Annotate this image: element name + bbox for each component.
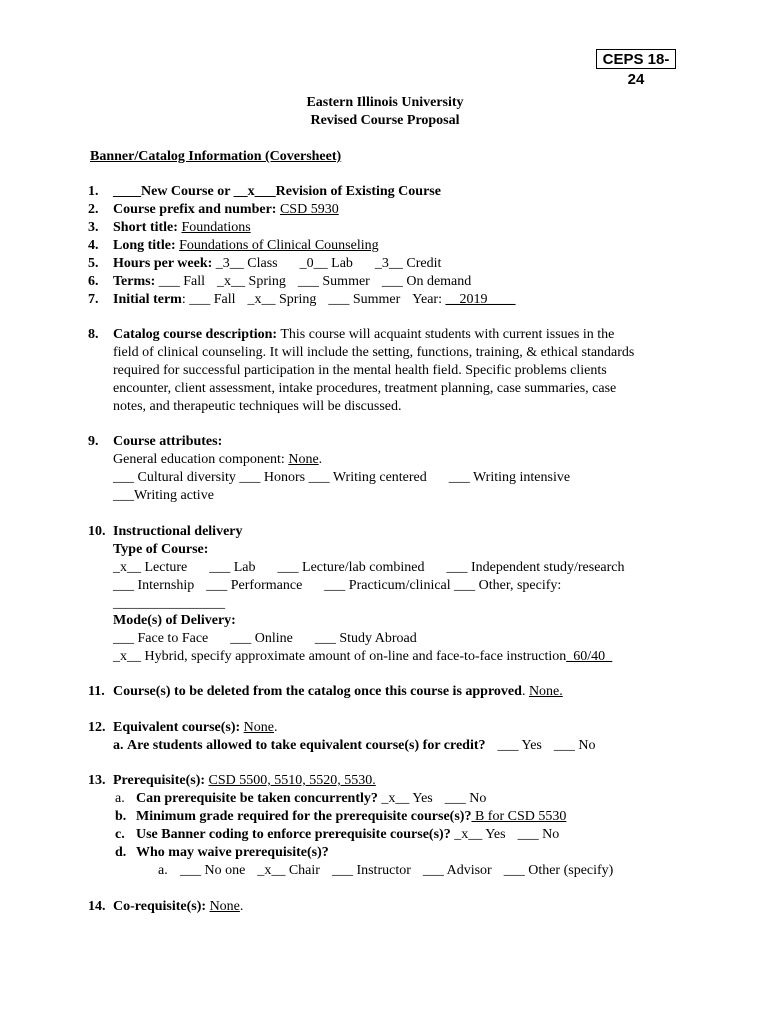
field-value: CSD 5930 xyxy=(279,202,339,217)
term-summer: ___ Summer xyxy=(328,292,401,307)
type-internship: ___ Internship xyxy=(113,578,195,593)
hybrid-value: _60/40_ xyxy=(566,649,613,664)
field-value: Foundations of Clinical Counseling xyxy=(179,238,379,253)
course-type-options-2 xyxy=(113,577,561,595)
course-prefix-line xyxy=(113,201,339,219)
prereq-a-label: a. xyxy=(115,791,125,806)
description-text: notes, and therapeutic techniques will be discussed. xyxy=(113,399,402,414)
term-spring: _x__ Spring xyxy=(217,274,286,289)
field-label: Course prefix and number: xyxy=(113,202,277,217)
mode-study-abroad: ___ Study Abroad xyxy=(314,631,417,646)
waive-a-label: a. xyxy=(158,863,168,878)
item-number: 2. xyxy=(88,202,99,217)
option-yes: ___ Yes xyxy=(497,738,542,753)
terms-line xyxy=(113,273,471,291)
period: . xyxy=(239,899,244,914)
type-lab: ___ Lab xyxy=(209,560,256,575)
prereq-banner-line xyxy=(136,826,559,844)
item-number: 14. xyxy=(88,899,106,914)
year-label: Year: xyxy=(412,292,442,307)
section-heading: Banner/Catalog Information (Coversheet) xyxy=(90,149,342,164)
course-type-options-1 xyxy=(113,559,625,577)
field-label: Prerequisite(s): xyxy=(113,773,206,788)
attr-writing-active: ___Writing active xyxy=(113,488,214,503)
hours-line xyxy=(113,255,441,273)
item-number: 7. xyxy=(88,292,99,307)
hybrid-text: _x__ Hybrid, specify approximate amount of on-line and face-to-face instruction xyxy=(113,649,567,664)
class-hours: _3__ Class xyxy=(215,256,278,271)
item-number: 6. xyxy=(88,274,99,289)
mode-face-to-face: ___ Face to Face xyxy=(113,631,209,646)
attributes-line xyxy=(113,469,570,487)
sub-question: Minimum grade required for the prerequisite course(s)? xyxy=(136,809,472,824)
mode-options xyxy=(113,630,417,648)
prereq-c-label: c. xyxy=(115,827,125,842)
prereq-grade-line xyxy=(136,808,566,826)
prereq-d-label: d. xyxy=(115,845,127,860)
gen-ed-label: General education component: xyxy=(113,452,285,467)
attr-writing-centered: ___ Writing centered xyxy=(308,470,427,485)
gen-ed-line xyxy=(113,451,322,469)
type-performance: ___ Performance xyxy=(206,578,303,593)
attr-cultural: ___ Cultural diversity xyxy=(113,470,236,485)
sub-question: Use Banner coding to enforce prerequisite course(s)? xyxy=(136,827,451,842)
term-fall: : ___ Fall xyxy=(181,292,236,307)
item-number: 5. xyxy=(88,256,99,271)
field-value: None xyxy=(243,720,274,735)
attr-writing-intensive: ___ Writing intensive xyxy=(448,470,571,485)
type-lecture-lab: ___ Lecture/lab combined xyxy=(277,560,425,575)
waive-other: ___ Other (specify) xyxy=(503,863,614,878)
description-text: encounter, client assessment, intake procedures, treatment planning, case summaries, case xyxy=(113,381,617,396)
option-no: ___ No xyxy=(517,827,560,842)
other-specify-blank: ________________ xyxy=(113,596,225,611)
waive-advisor: ___ Advisor xyxy=(422,863,492,878)
courses-deleted-line xyxy=(113,683,563,701)
waive-instructor: ___ Instructor xyxy=(331,863,411,878)
type-other: ___ Other, specify: xyxy=(454,578,562,593)
item-number: 8. xyxy=(88,327,99,342)
item-number: 13. xyxy=(88,773,106,788)
instructional-delivery-label: Instructional delivery xyxy=(113,524,243,539)
attr-honors: ___ Honors xyxy=(239,470,306,485)
option-yes: _x__ Yes xyxy=(454,827,506,842)
long-title-line xyxy=(113,237,379,255)
field-value: CSD 5500, 5510, 5520, 5530. xyxy=(208,773,376,788)
prereq-concurrent-line xyxy=(136,790,486,808)
waive-no-one: ___ No one xyxy=(180,863,246,878)
field-label: Long title: xyxy=(113,238,176,253)
field-label: Co-requisite(s): xyxy=(113,899,207,914)
course-type-line: ____New Course or __x___Revision of Existing Course xyxy=(113,184,441,199)
type-of-course-label: Type of Course: xyxy=(113,542,209,557)
item-number: 1. xyxy=(88,184,99,199)
term-spring: _x__ Spring xyxy=(247,292,317,307)
prereq-waive-question: Who may waive prerequisite(s)? xyxy=(136,845,329,860)
field-label: Course(s) to be deleted from the catalog once this course is approved xyxy=(113,684,522,699)
waive-options-line xyxy=(180,862,613,880)
term-summer: ___ Summer xyxy=(297,274,370,289)
period: . xyxy=(521,684,526,699)
corequisites-line xyxy=(113,898,243,916)
lab-hours: _0__ Lab xyxy=(299,256,353,271)
type-independent: ___ Independent study/research xyxy=(446,560,625,575)
waive-chair: _x__ Chair xyxy=(257,863,320,878)
sub-label: a. xyxy=(113,738,124,753)
item-number: 12. xyxy=(88,720,106,735)
description-text: required for successful participation in the mental health field. Specific problems clients xyxy=(113,363,607,378)
item-number: 4. xyxy=(88,238,99,253)
option-yes: _x__ Yes xyxy=(381,791,433,806)
gen-ed-value: None xyxy=(288,452,319,467)
catalog-description-line xyxy=(113,326,614,344)
mode-of-delivery-label: Mode(s) of Delivery: xyxy=(113,613,236,628)
item-number: 11. xyxy=(88,684,105,699)
sub-question: Can prerequisite be taken concurrently? xyxy=(136,791,378,806)
mode-online: ___ Online xyxy=(230,631,293,646)
initial-term-line xyxy=(113,291,516,309)
field-label: Initial term xyxy=(113,292,182,307)
field-label: Short title: xyxy=(113,220,178,235)
equivalent-courses-line xyxy=(113,719,278,737)
field-label: Hours per week: xyxy=(113,256,213,271)
short-title-line xyxy=(113,219,251,237)
type-lecture: _x__ Lecture xyxy=(113,560,188,575)
credit-hours: _3__ Credit xyxy=(374,256,442,271)
field-label: Terms: xyxy=(113,274,156,289)
item-number: 3. xyxy=(88,220,99,235)
prereq-b-label: b. xyxy=(115,809,127,824)
description-text: field of clinical counseling. It will include the setting, functions, training, & ethical standards xyxy=(113,345,635,360)
prerequisites-line xyxy=(113,772,376,790)
term-demand: ___ On demand xyxy=(381,274,472,289)
field-label: Equivalent course(s): xyxy=(113,720,241,735)
item-number: 10. xyxy=(88,524,106,539)
term-fall: ___ Fall xyxy=(158,274,206,289)
period: . xyxy=(274,720,278,735)
equivalent-credit-line xyxy=(113,737,596,755)
item-number: 9. xyxy=(88,434,99,449)
grade-value: B for CSD 5530 xyxy=(471,809,567,824)
period: . xyxy=(318,452,323,467)
mode-hybrid xyxy=(113,648,612,666)
type-practicum: ___ Practicum/clinical xyxy=(324,578,451,593)
proposal-title: Revised Course Proposal xyxy=(310,113,460,128)
year-value: __2019____ xyxy=(445,292,516,307)
field-value: Foundations xyxy=(181,220,251,235)
sub-question: Are students allowed to take equivalent course(s) for credit? xyxy=(127,738,486,753)
field-label: Catalog course description: xyxy=(113,327,278,342)
option-no: ___ No xyxy=(444,791,487,806)
field-value: None xyxy=(209,899,240,914)
option-no: ___ No xyxy=(553,738,596,753)
university-name: Eastern Illinois University xyxy=(306,95,464,110)
document-code-box: CEPS 18-24 xyxy=(596,49,676,69)
course-attributes-label: Course attributes: xyxy=(113,434,223,449)
description-text: This course will acquaint students with current issues in the xyxy=(280,327,615,342)
field-value: None. xyxy=(528,684,563,699)
